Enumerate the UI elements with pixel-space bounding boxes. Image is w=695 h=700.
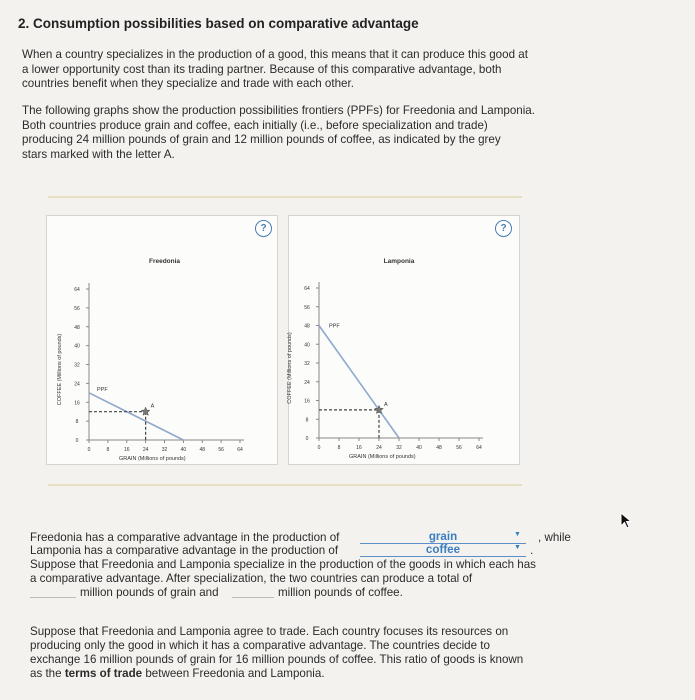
y-tick-label: 48 — [304, 323, 310, 330]
x-tick-label: 16 — [356, 445, 362, 451]
trade-paragraph — [30, 625, 590, 681]
point-a-label: A — [150, 403, 155, 410]
divider-bottom — [48, 484, 522, 486]
graphs-intro-line: producing 24 million pounds of grain and 12 million pounds of coffee, as indicated by the grey — [22, 133, 501, 146]
graphs-intro-line: Both countries produce grain and coffee, each initially (i.e., before specialization and trade) — [22, 118, 488, 132]
question-line-4: a comparative advantage. After specialization, the two countries can produce a total of — [30, 572, 473, 585]
question-line-2: Lamponia has a comparative advantage in the production of — [30, 544, 339, 557]
grain-total-input[interactable] — [30, 585, 76, 598]
intro-paragraph — [22, 48, 602, 92]
graphs-intro-paragraph — [22, 104, 602, 162]
x-tick-label: 56 — [456, 445, 462, 451]
x-tick-label: 40 — [416, 445, 422, 451]
lamponia-chart[interactable] — [289, 216, 519, 464]
chevron-down-icon[interactable]: ▼ — [514, 544, 521, 551]
trade-line: producing only the good in which it has a comparative advantage. The countries decide to — [30, 639, 490, 652]
y-tick-label: 8 — [75, 419, 79, 426]
help-icon[interactable]: ? — [495, 220, 512, 237]
intro-line: a lower opportunity cost than its trading partner. Because of this comparative advantage, both — [22, 62, 502, 76]
x-tick-label: 24 — [376, 445, 382, 451]
question-line-2-tail: . — [530, 544, 534, 557]
freedonia-graph-panel — [46, 215, 278, 465]
advantage-select-freedonia[interactable] — [360, 530, 526, 544]
question-line-1: Freedonia has a comparative advantage in the production of — [30, 531, 340, 544]
coffee-total-input[interactable] — [232, 585, 274, 598]
y-tick-label: 8 — [305, 417, 309, 424]
x-tick-label: 0 — [87, 447, 91, 453]
ppf-line — [319, 323, 399, 439]
y-tick-label: 40 — [74, 343, 80, 350]
y-tick-label: 40 — [304, 342, 310, 349]
select-value: grain — [428, 530, 458, 543]
grain-blank-suffix: million pounds of grain and — [80, 586, 219, 599]
y-tick-label: 64 — [74, 287, 80, 293]
x-tick-label: 48 — [199, 447, 206, 453]
help-icon[interactable]: ? — [255, 220, 272, 237]
terms-of-trade-term: terms of trade — [64, 667, 143, 680]
x-tick-label: 48 — [436, 445, 442, 451]
x-axis-label: GRAIN (Millions of pounds) — [119, 456, 186, 462]
x-tick-label: 32 — [396, 445, 402, 451]
y-tick-label: 48 — [74, 324, 80, 331]
y-tick-label: 32 — [304, 361, 310, 367]
y-axis-label: COFFEE (Millions of pounds) — [287, 332, 293, 404]
intro-line: countries benefit when they specialize and trade with each other. — [22, 77, 354, 90]
y-axis-label: COFFEE (Millions of pounds) — [57, 333, 63, 406]
trade-line-end: between Freedonia and Lamponia. — [142, 667, 325, 680]
x-tick-label: 56 — [218, 447, 224, 453]
trade-line-start: as the — [30, 667, 65, 680]
x-tick-label: 64 — [237, 447, 243, 453]
y-tick-label: 16 — [74, 400, 80, 407]
ppf-label: PPF — [329, 323, 340, 330]
x-tick-label: 0 — [317, 445, 321, 451]
y-tick-label: 64 — [304, 286, 310, 292]
question-line-1-tail: , while — [538, 531, 571, 544]
intro-line: When a country specializes in the production of a good, this means that it can produce this good at — [22, 48, 528, 61]
x-tick-label: 32 — [161, 447, 168, 453]
trade-line: Suppose that Freedonia and Lamponia agree to trade. Each country focuses its resources on — [30, 625, 509, 638]
y-tick-label: 0 — [75, 438, 79, 444]
divider-top — [48, 196, 522, 198]
chevron-down-icon[interactable]: ▼ — [514, 531, 521, 538]
y-tick-label: 32 — [74, 362, 80, 369]
graphs-intro-line: stars marked with the letter A. — [22, 147, 175, 161]
y-tick-label: 16 — [304, 398, 310, 405]
y-tick-label: 24 — [304, 379, 310, 386]
mouse-cursor-icon — [620, 512, 636, 530]
lamponia-graph-panel — [288, 215, 520, 465]
x-tick-label: 8 — [106, 447, 110, 453]
chart-title: Lamponia — [383, 258, 415, 265]
chart-title: Freedonia — [148, 258, 181, 265]
x-tick-label: 24 — [142, 447, 149, 453]
y-tick-label: 56 — [74, 305, 80, 312]
select-value: coffee — [425, 543, 461, 556]
x-tick-label: 40 — [180, 447, 187, 453]
x-tick-label: 8 — [337, 445, 341, 451]
section-title: 2. Consumption possibilities based on comparative advantage — [18, 16, 419, 31]
graphs-intro-line: The following graphs show the production possibilities frontiers (PPFs) for Freedonia and Lamponia. — [22, 104, 535, 117]
trade-line — [30, 667, 590, 681]
ppf-label: PPF — [97, 386, 108, 393]
y-tick-label: 24 — [74, 381, 80, 388]
y-tick-label: 56 — [304, 304, 310, 311]
coffee-blank-suffix: million pounds of coffee. — [278, 586, 403, 599]
trade-line: exchange 16 million pounds of grain for 16 million pounds of coffee. This ratio of goods is known — [30, 653, 524, 666]
x-tick-label: 16 — [123, 447, 130, 453]
freedonia-chart[interactable] — [47, 216, 277, 464]
y-tick-label: 0 — [305, 436, 309, 442]
question-line-3: Suppose that Freedonia and Lamponia specialize in the production of the goods in which each has — [30, 558, 536, 571]
ppf-line — [89, 393, 183, 440]
advantage-select-lamponia[interactable] — [360, 543, 526, 557]
x-axis-label: GRAIN (Millions of pounds) — [349, 454, 416, 460]
point-a-label: A — [384, 401, 388, 408]
x-tick-label: 64 — [476, 445, 482, 451]
